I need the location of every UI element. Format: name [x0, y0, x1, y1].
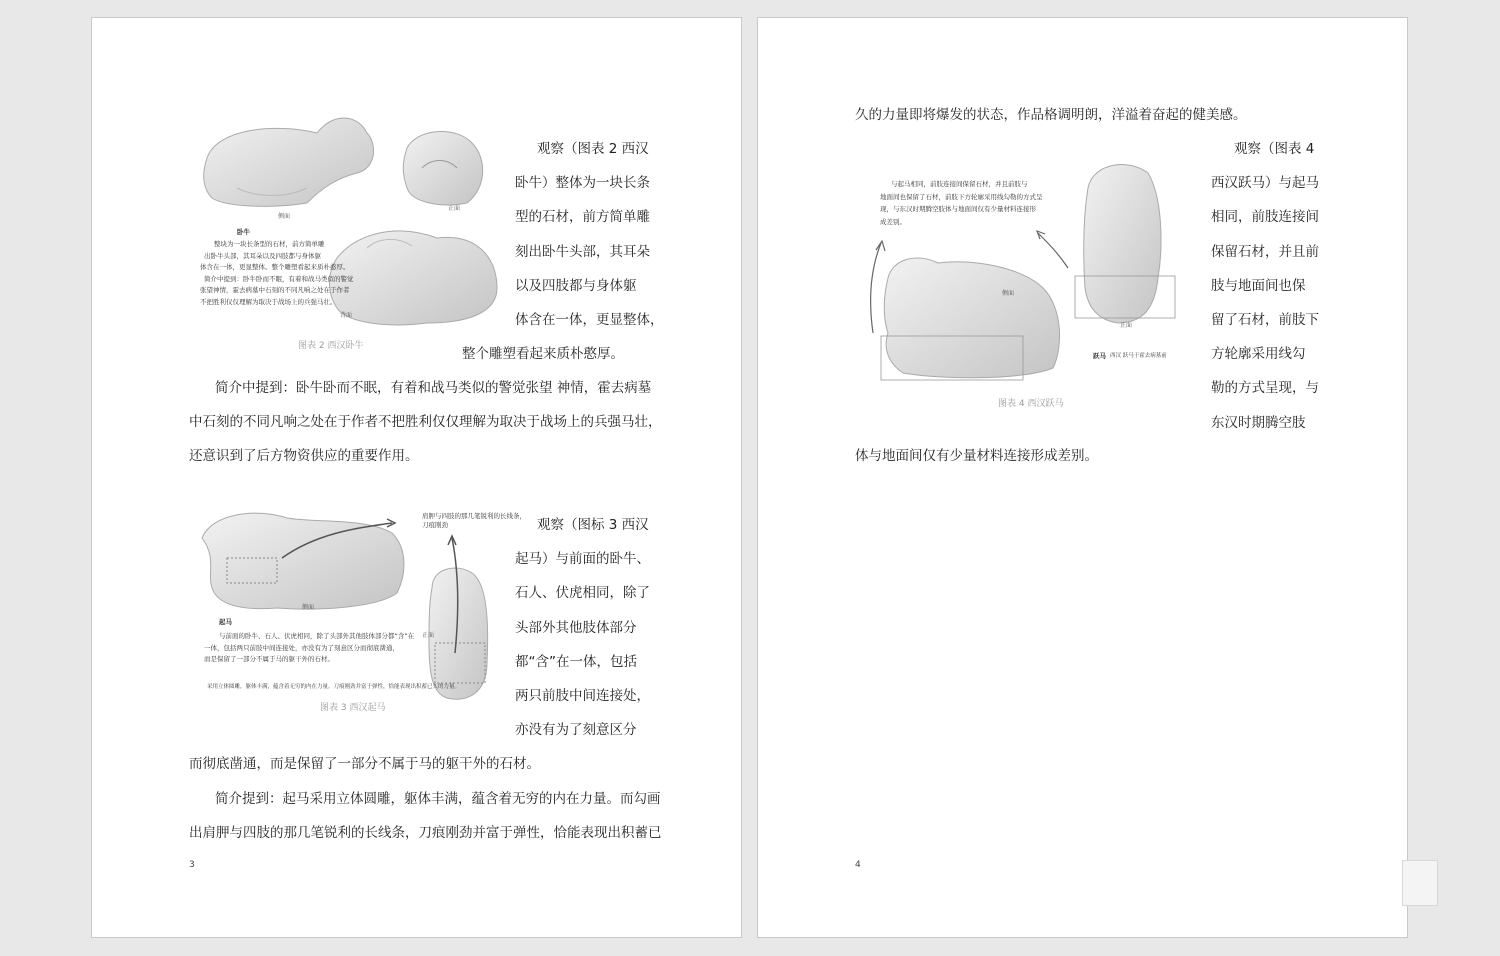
fig3-mini-line: 与前面的卧牛、石人、伏虎相同，除了头部外其他肢体部分都“含”在	[219, 632, 415, 640]
fig3-top-line: 刀痕刚劲	[422, 521, 448, 529]
p3-para1-line: 中石刻的不同凡响之处在于作者不把胜利仅仅理解为取决于战场上的兵强马壮，	[189, 414, 662, 431]
fig4-text-line: 留了石材，前肢下	[1211, 312, 1319, 328]
fig2-text-line: 整个雕塑看起来质朴憨厚。	[462, 346, 624, 362]
fig4-mini-line: 地面间也保留了石材，前肢下方轮廓采用线勾勒的方式呈	[880, 192, 1043, 201]
fig2-mini-line: 体含在一体，更显整体。整个雕塑看起来质朴憨厚。	[200, 263, 350, 271]
fig2-mini-line: 整块为一块长条型的石材，前方简单雕	[214, 240, 325, 248]
fig2-mini-line: 不把胜利仅仅理解为取决于战场上的兵强马壮。	[200, 297, 337, 306]
fig3-text-line: 头部外其他肢体部分	[515, 619, 637, 636]
fig3-top-line: 肩胛与四肢的那几笔锐利的长线条，	[422, 512, 526, 520]
page-3	[91, 17, 742, 938]
figure-2-caption: 图表 2 西汉卧牛	[298, 341, 364, 351]
p3-para1-line: 还意识到了后方物资供应的重要作用。	[189, 448, 419, 465]
page-number: 3	[189, 860, 195, 870]
figure-2-label-front: 正面	[448, 205, 461, 212]
figure-2-label-back: 背面	[340, 312, 353, 319]
figure-3-mini-note: 采用立体圆雕，躯体丰满，蕴含着无穷的内在力量。刀痕刚劲并富于弹性，恰能表现出积蓄已久的力量。	[207, 684, 461, 690]
fig2-mini-line: 出卧牛头部，其耳朵以及四肢都与身体躯	[204, 251, 321, 260]
fig4-mini-line: 成差别。	[880, 217, 906, 226]
figure-3-label-side: 侧面	[302, 604, 315, 611]
p3-para3-line: 简介提到：起马采用立体圆雕，躯体丰满，蕴含着无穷的内在力量。而勾画	[215, 791, 661, 807]
fig4-text-line: 方轮廓采用线勾	[1211, 346, 1306, 363]
fig3-text-line: 石人、伏虎相同，除了	[515, 585, 650, 602]
figure-4-mini-title: 跃马	[1093, 352, 1106, 360]
figure-4-label-front: 正面	[1120, 322, 1133, 329]
fig4-text-line: 相同，前肢连接间	[1211, 209, 1319, 226]
p4-para1-line: 体与地面间仅有少量材料连接形成差别。	[855, 448, 1098, 464]
figure-2-mini-title: 卧牛	[237, 228, 250, 236]
fig4-text-line: 肢与地面间也保	[1211, 277, 1306, 294]
figure-4-caption: 图表 4 西汉跃马	[998, 399, 1064, 409]
fig2-mini-line: 简介中提到：卧牛卧而不眠，有着和战马类似的警觉	[204, 274, 354, 283]
fig4-text-line: 观察（图表 4	[1234, 141, 1315, 157]
fig2-text-line: 型的石材，前方简单雕	[515, 209, 650, 226]
fig3-text-line: 亦没有为了刻意区分	[515, 722, 637, 739]
fig3-mini-line: 一体，包括两只前肢中间连接处，亦没有为了刻意区分而彻底凿通，	[204, 643, 399, 652]
page-4	[757, 17, 1408, 938]
fig4-mini-line: 与起马相同，前肢连接间保留石材，并且前肢与	[891, 180, 1028, 188]
page-4-top-line: 久的力量即将爆发的状态，作品格调明朗，洋溢着奋起的健美感。	[855, 107, 1247, 123]
p3-para3-line: 出肩胛与四肢的那几笔锐利的长线条，刀痕刚劲并富于弹性，恰能表现出积蓄已	[189, 825, 662, 842]
figure-3-mini-title: 起马	[219, 618, 232, 626]
fig3-text-line: 观察（图标 3 西汉	[537, 517, 649, 533]
navigation-thumbnail[interactable]	[1402, 860, 1438, 906]
figure-3-caption: 图表 3 西汉起马	[320, 703, 386, 713]
figure-2-label-side: 侧面	[278, 213, 291, 220]
fig2-text-line: 以及四肢都与身体躯	[515, 277, 637, 294]
page-number: 4	[855, 860, 861, 870]
p3-para1-line: 简介中提到：卧牛卧而不眠，有着和战马类似的警觉张望 神情，霍去病墓	[215, 380, 652, 396]
fig4-mini-line: 现，与东汉时期腾空肢体与地面间仅有少量材料连接形	[880, 205, 1036, 213]
p3-para2-line: 而彻底凿通，而是保留了一部分不属于马的躯干外的石材。	[189, 756, 540, 772]
fig2-mini-line: 张望神情，霍去病墓中石刻的不同凡响之处在于作者	[200, 286, 350, 294]
figure-3-label-front: 正面	[422, 632, 435, 639]
fig3-mini-line: 而是保留了一部分不属于马的躯干外的石材。	[204, 655, 334, 663]
fig3-text-line: 都“含”在一体，包括	[515, 653, 637, 670]
fig2-text-line: 观察（图表 2 西汉	[537, 141, 649, 157]
fig3-text-line: 起马）与前面的卧牛、	[515, 551, 650, 568]
fig2-text-line: 刻出卧牛头部，其耳朵	[515, 243, 650, 260]
fig2-text-line: 体含在一体，更显整体，	[515, 312, 664, 328]
fig4-text-line: 东汉时期腾空肢	[1211, 414, 1306, 431]
fig4-text-line: 西汉跃马）与起马	[1211, 175, 1319, 192]
fig2-text-line: 卧牛）整体为一块长条	[515, 175, 650, 192]
fig4-text-line: 保留石材，并且前	[1211, 243, 1319, 260]
fig3-text-line: 两只前肢中间连接处，	[515, 688, 650, 704]
figure-4-mini-subtitle: 西汉 跃马于霍去病墓前	[1110, 353, 1167, 359]
fig4-text-line: 勒的方式呈现，与	[1211, 380, 1319, 397]
figure-4-label-side: 侧面	[1002, 290, 1015, 297]
